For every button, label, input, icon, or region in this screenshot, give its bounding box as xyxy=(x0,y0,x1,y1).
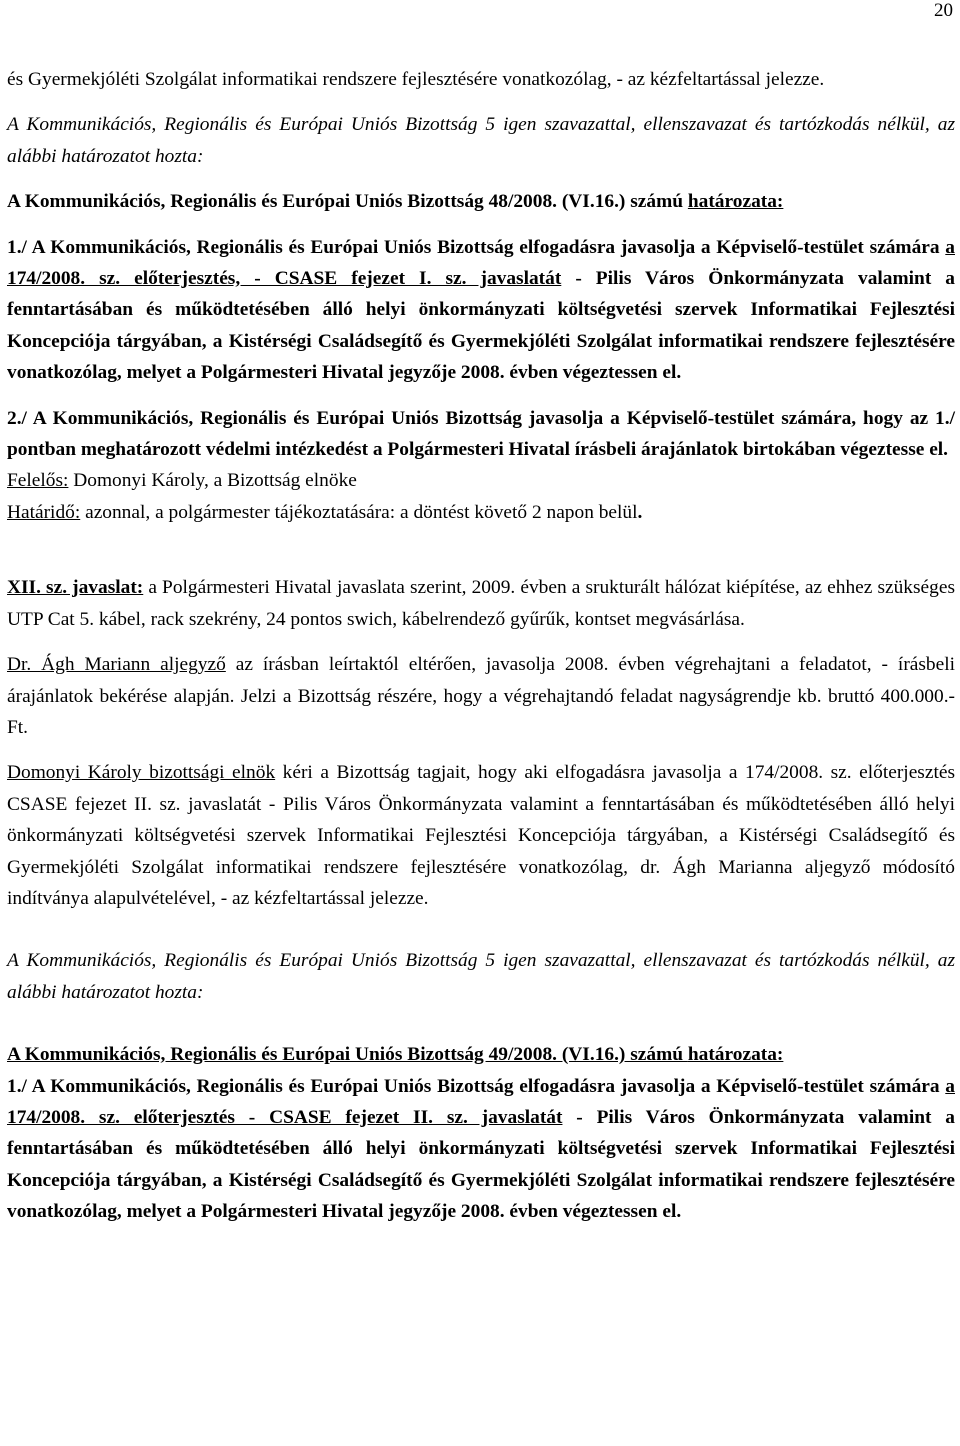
responsible-line xyxy=(7,465,955,496)
resolution-heading-49-text: A Kommunikációs, Regionális és Európai Uniós Bizottság 49/2008. (VI.16.) számú xyxy=(7,1044,688,1066)
deadline-period: . xyxy=(637,501,643,523)
paragraph-intro: és Gyermekjóléti Szolgálat informatikai rendszere fejlesztésére vonatkozólag, - az kézfeltartással jelezze. xyxy=(7,69,825,90)
resolution-heading-49 xyxy=(7,1039,955,1070)
chairman-paragraph xyxy=(7,757,955,914)
resolution-heading-48-text: A Kommunikációs, Regionális és Európai Uniós Bizottság 48/2008. (VI.16.) számú xyxy=(7,191,688,213)
resolution-49-point-1 xyxy=(7,1071,955,1228)
deadline-label: Határidő: xyxy=(7,501,81,523)
resolution-heading-49-label: határozata: xyxy=(687,1044,784,1066)
resolution-48-point-1 xyxy=(7,232,955,389)
resolution-49-point-1-intro: 1./ A Kommunikációs, Regionális és Európai Uniós Bizottság elfogadásra javasolja a Képviselő-testület számára xyxy=(7,1075,946,1097)
deadline-value: azonnal, a polgármester tájékoztatására: a döntést követő 2 napon belül xyxy=(80,501,638,523)
page-number: 20 xyxy=(934,0,953,21)
resolution-49-point-1-ref: a 174/2008. sz. előterjesztés - CSASE fejezet II. sz. javaslatát xyxy=(7,1075,955,1128)
resolution-48-point-1-intro: 1./ A Kommunikációs, Regionális és Európai Uniós Bizottság elfogadásra javasolja a Képviselő-testület számára xyxy=(7,236,946,258)
vote-result-paragraph-2: A Kommunikációs, Regionális és Európai Uniós Bizottság 5 igen szavazattal, ellenszavazat és tartózkodás nélkül, az alábbi határozatot hozta: xyxy=(7,950,955,1003)
deputy-notary-name: Dr. Ágh Mariann aljegyző xyxy=(7,654,226,676)
document-body xyxy=(7,64,955,1228)
responsible-value: Domonyi Károly, a Bizottság elnöke xyxy=(68,470,357,492)
deputy-notary-paragraph xyxy=(7,649,955,743)
proposal-xii xyxy=(7,572,955,635)
responsible-label: Felelős: xyxy=(7,470,69,492)
deputy-notary-text: az írásban leírtaktól eltérően, javasolja 2008. évben végrehajtani a feladatot, - írásbeli árajánlatok bekérése alapján. Jelzi a Bizottság részére, hogy a végrehajtandó feladat nagyságrendje kb. bruttó 400.000.- Ft. xyxy=(7,654,956,738)
resolution-heading-48 xyxy=(7,186,955,217)
resolution-heading-48-label: határozata: xyxy=(687,191,784,213)
deadline-line xyxy=(7,497,955,528)
vote-result-paragraph-1: A Kommunikációs, Regionális és Európai Uniós Bizottság 5 igen szavazattal, ellenszavazat és tartózkodás nélkül, az alábbi határozatot hozta: xyxy=(7,114,955,167)
resolution-48-point-2: 2./ A Kommunikációs, Regionális és Európai Uniós Bizottság javasolja a Képviselő-testület számára, hogy az 1./ pontban meghatározott védelmi intézkedést a Polgármesteri Hivatal írásbeli árajánlatok birtokában végeztesse el. xyxy=(7,407,955,461)
proposal-xii-text: a Polgármesteri Hivatal javaslata szerint, 2009. évben a srukturált hálózat kiépítése, az ehhez szükséges UTP Cat 5. kábel, rack szekrény, 24 pontos swich, kábelrendező gyűrűk, kontset megvásárlása. xyxy=(7,577,955,630)
resolution-49-point-1-body: - Pilis Város Önkormányzata valamint a fenntartásában és működtetésében álló helyi önkormányzati költségvetési szervek Informatikai Fejlesztési Koncepciója tárgyában, a Kistérségi Családsegítő és Gyermekjóléti Szolgálat informatikai rendszere fejlesztésére vonatkozólag, melyet a Polgármesteri Hivatal jegyzője 2008. évben végeztessen el. xyxy=(7,1106,955,1223)
chairman-name: Domonyi Károly bizottsági elnök xyxy=(7,762,276,784)
chairman-text: kéri a Bizottság tagjait, hogy aki elfogadásra javasolja a 174/2008. sz. előterjesztés CSASE fejezet II. sz. javaslatát - Pilis Város Önkormányzata valamint a fenntartásában és működtetésében álló helyi önkormányzati költségvetési szervek Informatikai Fejlesztési Koncepciója tárgyában, a Kistérségi Családsegítő és Gyermekjóléti Szolgálat informatikai rendszere fejlesztésére vonatkozólag, dr. Ágh Marianna aljegyző módosító indítványa alapulvételével, - az kézfeltartással jelezze. xyxy=(7,762,955,909)
resolution-48-point-1-ref: a 174/2008. sz. előterjesztés, - CSASE fejezet I. sz. javaslatát xyxy=(7,236,955,290)
proposal-xii-label: XII. sz. javaslat: xyxy=(7,577,144,599)
resolution-48-point-1-body: - Pilis Város Önkormányzata valamint a fenntartásában és működtetésében álló helyi önkormányzati költségvetési szervek Informatikai Fejlesztési Koncepciója tárgyában, a Kistérségi Családsegítő és Gyermekjóléti Szolgálat informatikai rendszere fejlesztésére vonatkozólag, melyet a Polgármesteri Hivatal jegyzője 2008. évben végeztessen el. xyxy=(7,268,955,384)
